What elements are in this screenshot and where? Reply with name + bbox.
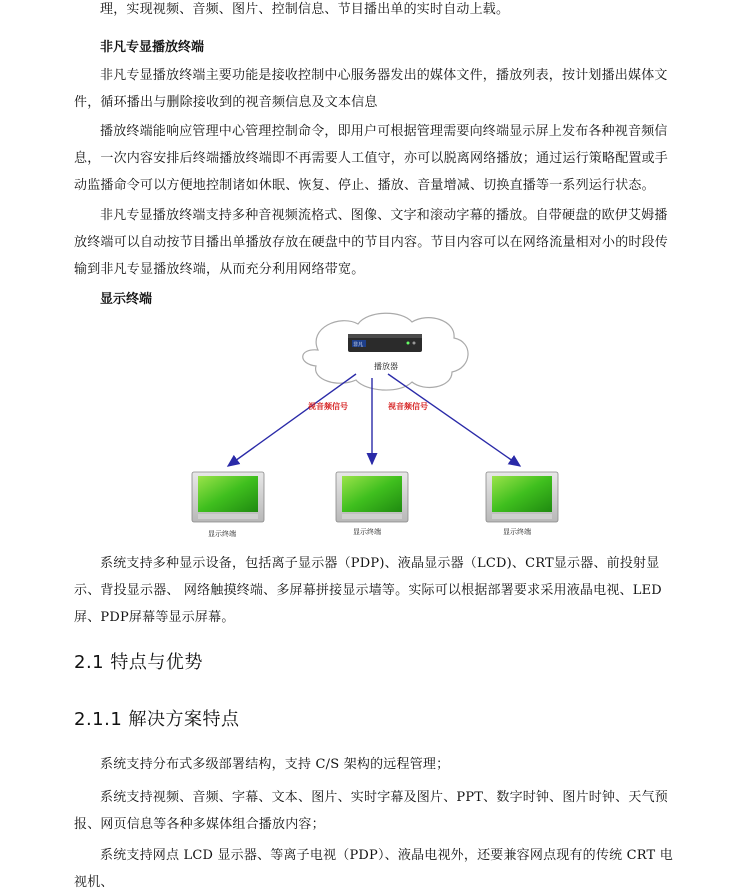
- signal-label-left: 视音频信号: [308, 402, 348, 411]
- player-label: 播放器: [374, 362, 398, 371]
- paragraph-media-types: 系统支持视频、音频、字幕、文本、图片、实时字幕及图片、PPT、数字时钟、图片时钟、天气预报、网页信息等各种多媒体组合播放内容；: [74, 790, 668, 832]
- paragraph-distributed-deploy: 系统支持分布式多级部署结构，支持 C/S 架构的远程管理；: [100, 757, 450, 772]
- paragraph-lcd-support: 系统支持网点 LCD 显示器、等离子电视（PDP）、液晶电视外，还要兼容网点现有的传统 CRT 电视机、: [74, 848, 673, 890]
- display-monitor-icon: [192, 472, 264, 522]
- paragraph-player-function: 非凡专显播放终端主要功能是接收控制中心服务器发出的媒体文件，播放列表，按计划播出媒体文件，循环播出与删除接收到的视音频信息及文本信息: [74, 68, 668, 110]
- device-brand-text: 非凡: [353, 342, 364, 348]
- diagram-svg: [180, 308, 580, 540]
- heading-section-2-1: 2.1 特点与优势: [74, 652, 203, 673]
- heading-section-2-1-1: 2.1.1 解决方案特点: [74, 709, 240, 730]
- paragraph-display-devices: 系统支持多种显示设备，包括离子显示器（PDP)、液晶显示器（LCD)、CRT显示器、前投射显示、背投显示器、 网络触摸终端、多屏幕拼接显示墙等。实际可以根据部署要求采用液晶电视、LED屏、PDP屏幕等显示屏幕。: [74, 556, 662, 625]
- signal-label-right: 视音频信号: [388, 402, 428, 411]
- display-monitor-icon: [486, 472, 558, 522]
- paragraph-format-support: 非凡专显播放终端支持多种音视频流格式、图像、文字和滚动字幕的播放。自带硬盘的欧伊艾姆播放终端可以自动按节目播出单播放存放在硬盘中的节目内容。节目内容可以在网络流量相对小的时段传输到非凡专显播放终端，从而充分利用网络带宽。: [74, 208, 669, 277]
- display-label-center: 显示终端: [353, 528, 381, 536]
- paragraph-intro-tail: 理，实现视频、音频、图片、控制信息、节目播出单的实时自动上载。: [100, 2, 510, 17]
- signal-arrow-right: [388, 374, 520, 466]
- player-display-diagram: [180, 308, 580, 540]
- display-label-left: 显示终端: [208, 530, 236, 538]
- paragraph-management-control: 播放终端能响应管理中心管理控制命令，即用户可根据管理需要向终端显示屏上发布各种视音频信息，一次内容安排后终端播放终端即不再需要人工值守，亦可以脱离网络播放；通过运行策略配置或手动监播命令可以方便地控制诸如休眠、恢复、停止、播放、音量增减、切换直播等一系列运行状态。: [74, 124, 669, 193]
- heading-display-terminal: 显示终端: [100, 292, 153, 307]
- display-label-right: 显示终端: [503, 528, 531, 536]
- signal-arrow-left: [228, 374, 356, 466]
- heading-player-terminal: 非凡专显播放终端: [100, 40, 205, 55]
- display-monitor-icon: [336, 472, 408, 522]
